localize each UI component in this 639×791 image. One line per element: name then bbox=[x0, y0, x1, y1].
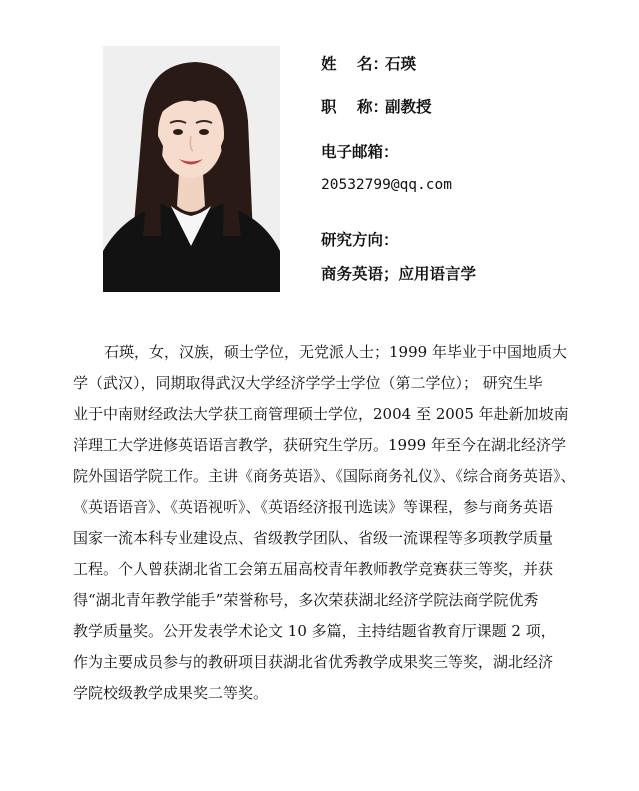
bio-line: 学（武汉），同期取得武汉大学经济学学士学位（第二学位）； 研究生毕 bbox=[73, 374, 543, 392]
name-value: 石瑛 bbox=[385, 55, 417, 73]
email-label: 电子邮箱： bbox=[321, 143, 399, 161]
title-value: 副教授 bbox=[385, 98, 432, 116]
email-value: 20532799@qq.com bbox=[321, 177, 452, 193]
bio-line: 作为主要成员参与的教研项目获湖北省优秀教学成果奖三等奖，湖北经济 bbox=[73, 653, 554, 671]
title-label: 职 称： bbox=[321, 98, 389, 116]
bio-line: 业于中南财经政法大学获工商管理硕士学位，2004 至 2005 年赴新加坡南 bbox=[73, 405, 569, 423]
bio-line: 洋理工大学进修英语语言教学，获研究生学历。1999 年至今在湖北经济学 bbox=[73, 436, 566, 454]
bio-line: 工程。个人曾获湖北省工会第五届高校青年教师教学竞赛获三等奖，并获 bbox=[73, 560, 554, 578]
bio-line: 院外国语学院工作。主讲《商务英语》、《国际商务礼仪》、《综合商务英语》、 bbox=[73, 467, 576, 485]
bio-line: 国家一流本科专业建设点、省级教学团队、省级一流课程等多项教学质量 bbox=[73, 529, 554, 547]
biography-paragraph bbox=[73, 337, 578, 709]
portrait-illustration bbox=[103, 46, 280, 292]
bio-line: 得“湖北青年教学能手”荣誉称号，多次荣获湖北经济学院法商学院优秀 bbox=[73, 591, 539, 609]
bio-line: 石瑛，女，汉族，硕士学位，无党派人士；1999 年毕业于中国地质大 bbox=[104, 343, 567, 361]
bio-line: 教学质量奖。公开发表学术论文 10 多篇，主持结题省教育厅课题 2 项， bbox=[73, 622, 556, 640]
profile-photo bbox=[103, 46, 280, 292]
bio-line: 学院校级教学成果奖二等奖。 bbox=[73, 684, 269, 702]
name-row bbox=[321, 52, 416, 74]
bio-line: 《英语语音》、《英语视听》、《英语经济报刊选读》等课程，参与商务英语 bbox=[73, 498, 554, 516]
title-row bbox=[321, 95, 432, 117]
research-label: 研究方向： bbox=[321, 231, 399, 249]
research-value: 商务英语；应用语言学 bbox=[321, 265, 477, 283]
name-label: 姓 名： bbox=[321, 55, 389, 73]
